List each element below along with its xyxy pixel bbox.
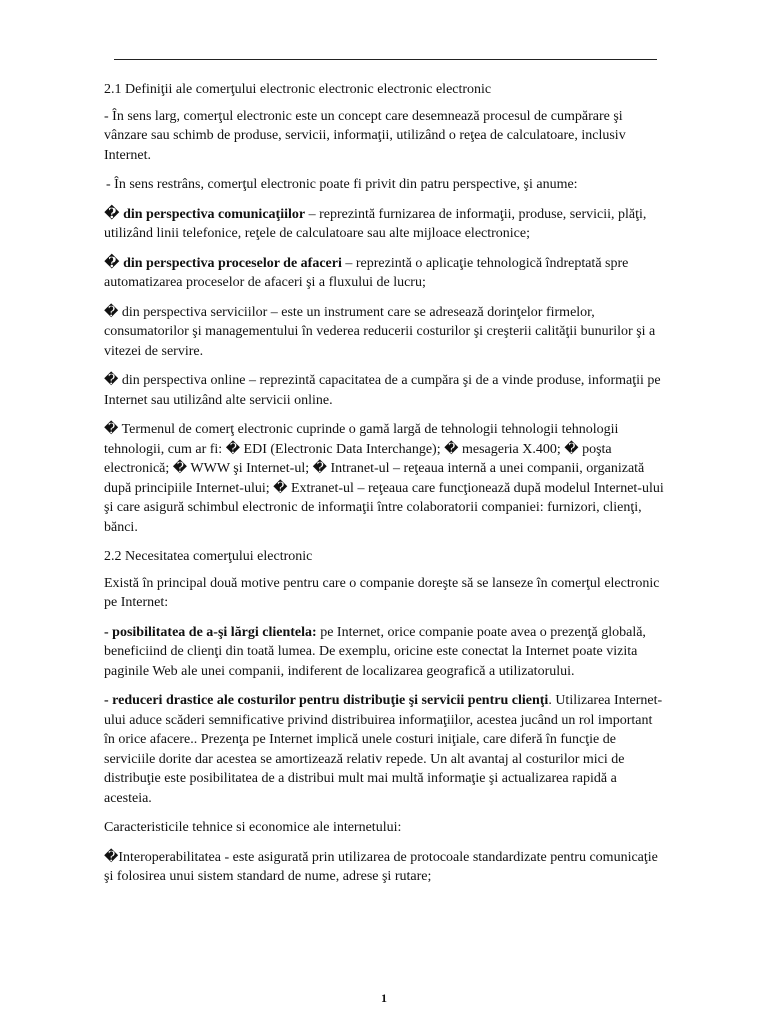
bold-term: - reduceri drastice ale costurilor pentru distribuţie şi servicii pentru clienţi — [104, 693, 549, 708]
paragraph-text: . Utilizarea Internet-ului aduce scăderi semnificative privind distribuirea informaţiilor, acestea jucând un rol important în orice afacere.. Prezenţa pe Internet implică unele costuri iniţiale, care diferă în funcţie de serviciile dorite dar acestea se amortizează relativ repede. Un alt avantaj al costurilor mici de distribuţie este posibilitatea de a distribui mult mai multă informaţie şi actualizarea rapidă a acesteia. — [104, 693, 663, 806]
paragraph-sens-larg: - În sens larg, comerţul electronic este un concept care desemnează procesul de cumpărare şi vânzare sau schimb de produse, servicii, informaţii, utilizând o reţea de calculatoare, inclusiv Internet. — [104, 108, 626, 163]
section-heading-necesitatea: 2.2 Necesitatea comerţului electronic — [104, 549, 313, 564]
paragraph-perspectiva-procese — [104, 254, 666, 293]
paragraph-text: – reprezintă furnizarea de informaţii, produse, servicii, plăţi, utilizând linii telefonice, reţele de calculatoare sau alte mijloace electronice; — [104, 206, 647, 241]
paragraph-termenul: � Termenul de comerţ electronic cuprinde o gamă largă de tehnologii tehnologii tehnologii tehnologii, cum ar fi: � EDI (Electronic Data Interchange); � mesageria X.400; � poşta electronică; � WWW şi Internet-ul; � Intranet-ul – reţeaua internă a unei companii, organizată după principiile Internet-ului; � Extranet-ul – reţeaua care funcţionează după modelul Internet-ului şi care asigură schimbul electronic de informaţii între colaboratorii companiei: furnizori, clienţi, bănci. — [104, 422, 664, 535]
paragraph-reduceri — [104, 691, 666, 808]
paragraph-perspectiva-servicii: � din perspectiva serviciilor – este un instrument care se adresează dorinţelor firmelor, consumatorilor şi managementului în vederea reducerii costurilor şi creşterii calităţii bunurilor şi a vitezei de servire. — [104, 304, 656, 359]
paragraph-perspectiva-online: � din perspectiva online – reprezintă capacitatea de a cumpăra şi de a vinde produse, informaţii pe Internet sau utilizând alte servicii online. — [104, 373, 661, 408]
bold-term: din perspectiva comunicaţiilor — [123, 206, 306, 222]
paragraph-sens-restrans: - În sens restrâns, comerţul electronic poate fi privit din patru perspective, şi anume: — [106, 177, 578, 192]
page-number: 1 — [381, 991, 387, 1005]
header-rule — [114, 59, 657, 60]
paragraph-perspectiva-comunicatii — [104, 205, 666, 244]
paragraph-interoperabilitate: �Interoperabilitatea - este asigurată prin utilizarea de protocoale standardizate pentru comunicaţie şi folosirea unui sistem standard de nume, adrese şi rutare; — [104, 849, 658, 884]
section-heading-definitii: 2.1 Definiţii ale comerţului electronic electronic electronic electronic — [104, 82, 492, 97]
paragraph-text: pe Internet, orice companie poate avea o prezenţă globală, beneficiind de clienţi din toată lumea. De exemplu, oricine este conectat la Internet poate vizita paginile Web ale unei companii, indiferent de localizarea geografică a utilizatorului. — [104, 624, 646, 679]
bullet-symbol: � — [104, 255, 120, 271]
bold-term: - posibilitatea de a-şi lărgi clientela: — [104, 624, 317, 640]
paragraph-text: – reprezintă o aplicaţie tehnologică îndreptată spre automatizarea proceselor de afaceri şi a fluxului de lucru; — [104, 255, 629, 290]
bold-term: din perspectiva proceselor de afaceri — [123, 255, 342, 271]
paragraph-caracteristici: Caracteristicile tehnice si economice ale internetului: — [104, 820, 402, 835]
paragraph-clientela — [104, 623, 666, 682]
page-content — [104, 80, 666, 897]
paragraph-motive: Există în principal două motive pentru care o companie doreşte să se lanseze în comerţul electronic pe Internet: — [104, 575, 660, 610]
bullet-symbol: � — [104, 206, 120, 222]
